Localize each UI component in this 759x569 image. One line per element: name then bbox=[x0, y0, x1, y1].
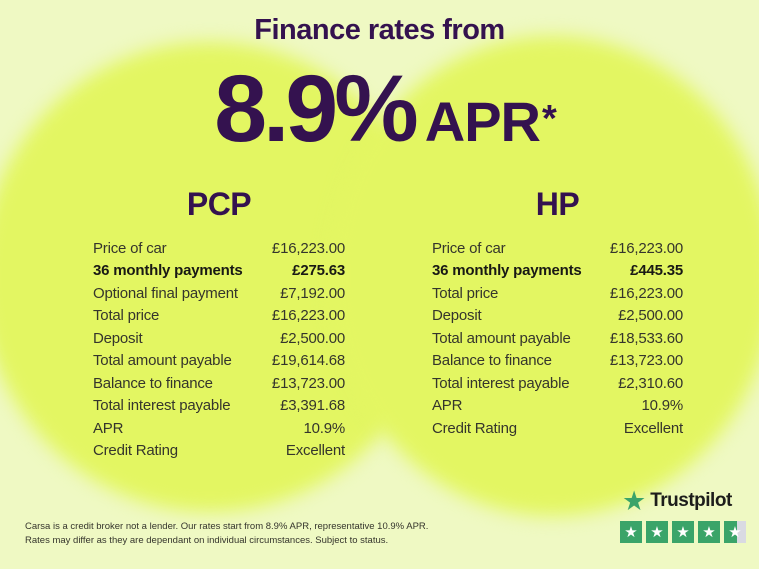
table-row bbox=[93, 395, 345, 418]
rating-star-box bbox=[672, 521, 694, 543]
star-icon: ★ bbox=[650, 523, 664, 541]
rate-value: 8.9% bbox=[214, 56, 415, 162]
row-label: Total amount payable bbox=[93, 352, 232, 370]
pcp-finance-table bbox=[93, 186, 345, 462]
table-row bbox=[93, 282, 345, 305]
star-icon: ★ bbox=[728, 523, 742, 541]
row-value: £16,223.00 bbox=[271, 307, 345, 325]
rate-suffix-label: APR bbox=[424, 90, 540, 153]
row-value: £13,723.00 bbox=[271, 374, 345, 392]
row-label: 36 monthly payments bbox=[432, 262, 582, 280]
trustpilot-brand-name: Trustpilot bbox=[650, 490, 732, 511]
table-row bbox=[432, 395, 683, 418]
hp-finance-table bbox=[432, 186, 683, 440]
row-value: £7,192.00 bbox=[280, 284, 345, 302]
row-value: £275.63 bbox=[292, 262, 345, 280]
rating-star-box bbox=[698, 521, 720, 543]
row-label: 36 monthly payments bbox=[93, 262, 243, 280]
row-label: Deposit bbox=[93, 329, 143, 347]
row-value: 10.9% bbox=[303, 419, 345, 437]
row-label: Price of car bbox=[432, 239, 506, 257]
hp-table-rows bbox=[432, 237, 683, 440]
row-label: Total price bbox=[93, 307, 160, 325]
row-value: Excellent bbox=[623, 419, 683, 437]
row-label: Balance to finance bbox=[432, 352, 552, 370]
row-label: APR bbox=[432, 397, 463, 415]
row-label: Deposit bbox=[432, 307, 482, 325]
row-value: 10.9% bbox=[641, 397, 683, 415]
row-label: APR bbox=[93, 419, 124, 437]
row-value: £19,614.68 bbox=[271, 352, 345, 370]
hp-table-title: HP bbox=[535, 186, 580, 222]
row-value: £18,533.60 bbox=[609, 329, 683, 347]
disclaimer-line-2: Rates may differ as they are dependant on individual circumstances. Subject to status. bbox=[25, 534, 389, 546]
star-icon: ★ bbox=[676, 523, 690, 541]
pcp-table-rows bbox=[93, 237, 345, 462]
row-value: £16,223.00 bbox=[609, 284, 683, 302]
table-row bbox=[432, 372, 683, 395]
row-label: Total price bbox=[432, 284, 499, 302]
row-value: £445.35 bbox=[630, 262, 683, 280]
table-row bbox=[93, 350, 345, 373]
table-row bbox=[432, 282, 683, 305]
disclaimer-line-1: Carsa is a credit broker not a lender. Our rates start from 8.9% APR, representative 10.9% APR. bbox=[25, 521, 429, 532]
trustpilot-logo bbox=[622, 487, 746, 515]
trustpilot-rating-stars bbox=[620, 521, 746, 543]
table-row bbox=[93, 372, 345, 395]
banner-title: Finance rates from bbox=[254, 14, 505, 46]
pcp-table-title: PCP bbox=[186, 186, 252, 222]
row-label: Total interest payable bbox=[432, 374, 570, 392]
row-value: £2,500.00 bbox=[280, 329, 345, 347]
table-row bbox=[432, 417, 683, 440]
row-value: Excellent bbox=[285, 442, 345, 460]
row-label: Credit Rating bbox=[432, 419, 517, 437]
table-row bbox=[432, 237, 683, 260]
row-label: Total interest payable bbox=[93, 397, 231, 415]
row-value: £16,223.00 bbox=[271, 239, 345, 257]
star-icon: ★ bbox=[624, 523, 638, 541]
row-label: Price of car bbox=[93, 239, 167, 257]
table-row bbox=[432, 260, 683, 283]
row-value: £3,391.68 bbox=[280, 397, 345, 415]
table-row bbox=[93, 260, 345, 283]
table-row bbox=[93, 305, 345, 328]
disclaimer bbox=[25, 520, 428, 547]
rate-asterisk: * bbox=[541, 98, 557, 140]
table-row bbox=[432, 350, 683, 373]
row-label: Optional final payment bbox=[93, 284, 238, 302]
row-label: Total amount payable bbox=[432, 329, 571, 347]
rating-star-box bbox=[646, 521, 668, 543]
row-value: £16,223.00 bbox=[609, 239, 683, 257]
table-row bbox=[93, 327, 345, 350]
row-value: £13,723.00 bbox=[609, 352, 683, 370]
star-icon: ★ bbox=[702, 523, 716, 541]
row-label: Balance to finance bbox=[93, 374, 213, 392]
table-row bbox=[432, 327, 683, 350]
rating-star-box bbox=[620, 521, 642, 543]
table-row bbox=[93, 237, 345, 260]
row-label: Credit Rating bbox=[93, 442, 178, 460]
trustpilot-star-icon: ★ bbox=[622, 485, 647, 516]
trustpilot-badge[interactable] bbox=[620, 487, 746, 543]
headline-rate bbox=[12, 56, 759, 162]
table-row bbox=[93, 440, 345, 463]
table-row bbox=[93, 417, 345, 440]
rating-star-box bbox=[724, 521, 746, 543]
row-value: £2,500.00 bbox=[618, 307, 683, 325]
table-row bbox=[432, 305, 683, 328]
row-value: £2,310.60 bbox=[618, 374, 683, 392]
